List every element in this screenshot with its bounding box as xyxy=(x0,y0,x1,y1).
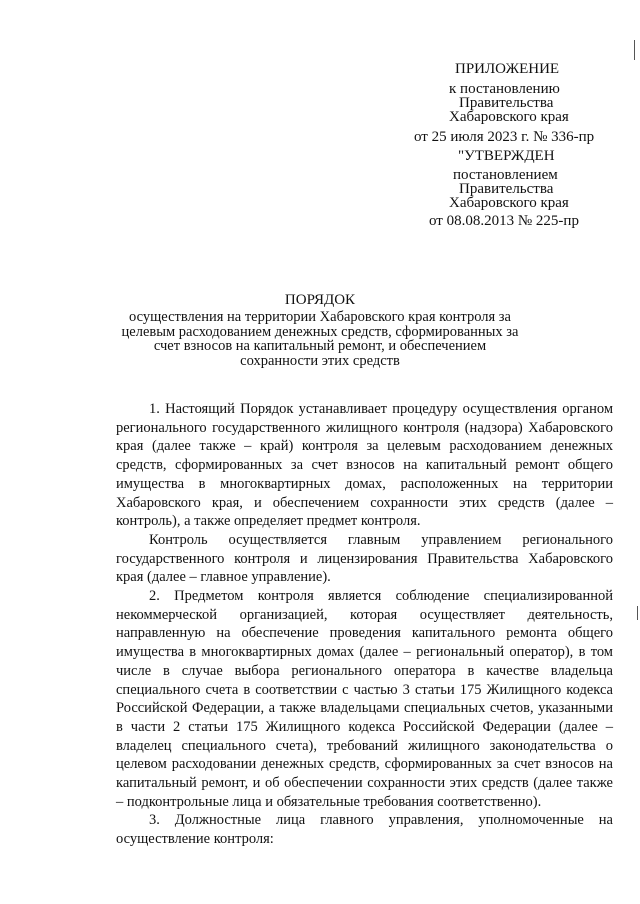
scan-edge-mark-top xyxy=(634,40,635,60)
paragraph-3: 3. Должностные лица главного управления, уполномоченные на осуществление контроля: xyxy=(116,812,613,848)
by-resolution-line: постановлением xyxy=(453,167,558,183)
document-title: ПОРЯДОК xyxy=(284,292,356,308)
paragraph-1: 1. Настоящий Порядок устанавливает процедуру осуществления органом регионального государственного жилищного контроля (надзора) Хабаровского края (далее также – край) контроля за целевым расходованием денежных средств, сформированных за счет взносов на капитальный ремонт общего имущества в многоквартирных домах, расположенных на территории Хабаровского края, и обеспечением сохранности этих средств (далее – контроль), а также определяет предмет контроля. xyxy=(116,401,613,530)
region-line-2: Хабаровского края xyxy=(449,195,569,211)
region-line: Хабаровского края xyxy=(449,109,569,125)
government-line-2: Правительства xyxy=(459,181,554,197)
government-line: Правительства xyxy=(459,95,554,111)
approval-date-number: от 08.08.2013 № 225-пр xyxy=(429,213,579,229)
paragraph-2: 2. Предметом контроля является соблюдение специализированной некоммерческой организацией, которая осуществляет деятельность, направленную на обеспечение проведения капитального ремонта общего имущества в многоквартирных домах (далее – региональный оператор), в том числе в случае выбора регионального оператора в качестве владельца специального счета в соответствии с частью 3 статьи 175 Жилищного кодекса Российской Федерации, а также владельцами специальных счетов, указанными в части 2 статьи 175 Жилищного кодекса Российской Федерации (далее – владелец специального счета), требований жилищного законодательства о целевом расходовании денежных средств, сформированных за счет взносов на капитальный ремонт, и об обеспечении сохранности этих средств (далее также – подконтрольные лица и обязательные требования соответственно). xyxy=(116,588,613,810)
document-body xyxy=(116,400,613,849)
document-subtitle: осуществления на территории Хабаровского края контроля за целевым расходованием денежных средств, сформированных за счет взносов на капитальный ремонт, и обеспечением сохранности этих средств xyxy=(121,309,519,369)
paragraph-control-body: Контроль осуществляется главным управлением регионального государственного контроля и лицензирования Правительства Хабаровского края (далее – главное управление). xyxy=(116,531,613,586)
scan-edge-mark-middle xyxy=(637,606,638,620)
appendix-label: ПРИЛОЖЕНИЕ xyxy=(455,61,560,77)
resolution-date-number: от 25 июля 2023 г. № 336-пр xyxy=(414,129,595,145)
to-resolution-line: к постановлению xyxy=(449,81,560,97)
approved-label: "УТВЕРЖДЕН xyxy=(458,148,555,164)
